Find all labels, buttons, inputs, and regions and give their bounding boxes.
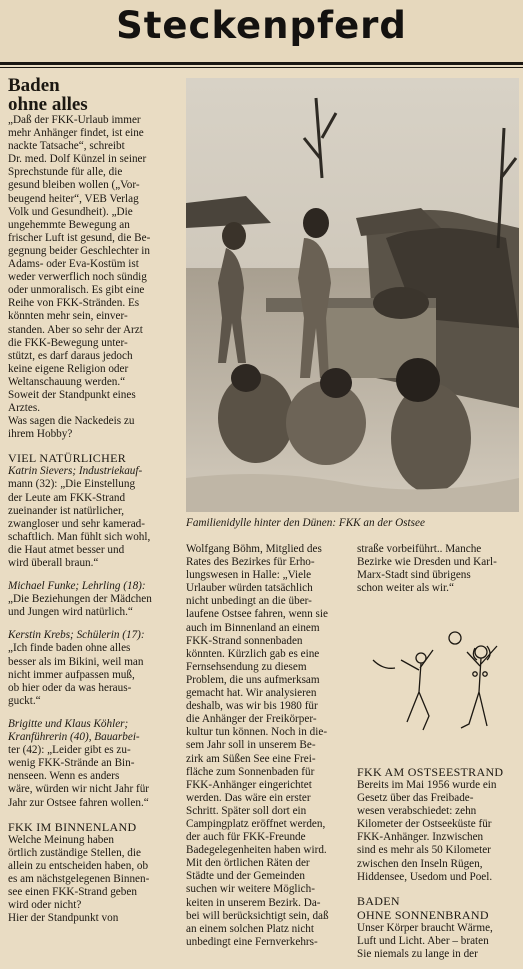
text-line: Rates des Bezirkes für Erho-: [186, 556, 315, 569]
text-line: FKK-Anhänger eingerichtet: [186, 778, 312, 791]
text-line: mann (32): „Die Einstellung: [8, 478, 136, 491]
sonnenbrand-paragraph: [357, 922, 519, 961]
text-line: Katrin Sievers; Industriekauf-: [8, 465, 143, 478]
text-line: Marx-Stadt sind übrigens: [357, 569, 471, 582]
photo-caption: Familienidylle hinter den Dünen: FKK an der Ostsee: [186, 517, 425, 529]
text-line: keine eigene Religion oder: [8, 362, 129, 375]
text-line: Unser Körper braucht Wärme,: [357, 921, 493, 934]
text-line: Dr. med. Dolf Künzel in seiner: [8, 153, 147, 166]
quote-funke: [8, 580, 178, 619]
text-line: gegnung beider Geschlechter in: [8, 244, 150, 257]
text-line: Mit den örtlichen Räten der: [186, 857, 310, 870]
text-line: Weltanschauung werden.“: [8, 375, 126, 388]
dancing-figures-drawing: [363, 630, 513, 740]
text-line: zueinander ist natürlicher,: [8, 504, 125, 517]
text-line: stützt, es darf daraus jedoch: [8, 349, 133, 362]
text-line: nenseen. Wenn es anders: [8, 770, 120, 783]
spacer: [8, 570, 178, 580]
ostsee-section: [357, 765, 519, 961]
text-line: Urlauber würden tatsächlich: [186, 582, 313, 595]
text-line: weder verwerflich noch sündig: [8, 271, 147, 284]
text-line: oder unmoralisch. Es gibt eine: [8, 284, 145, 297]
text-line: wird oder nicht?: [8, 899, 82, 912]
text-line: Welche Meinung haben: [8, 833, 114, 846]
text-line: bei will berücksichtigt sein, daß: [186, 909, 329, 922]
text-line: örtlich zuständige Stellen, die: [8, 846, 141, 859]
text-line: der auch für FKK-Freunde: [186, 831, 306, 844]
text-line: ihrem Hobby?: [8, 428, 73, 441]
boehm-statement: [186, 543, 350, 949]
text-line: zwangloser und sehr kamerad-: [8, 517, 145, 530]
text-line: Bezirke wie Dresden und Karl-: [357, 556, 497, 569]
text-line: schon weiter als wir.“: [357, 582, 454, 595]
beach-photo: [186, 78, 519, 512]
intro-paragraph: [8, 114, 178, 441]
text-line: wäre, würden wir nicht Jahr für: [8, 783, 150, 796]
text-line: es am nächstgelegenen Binnen-: [8, 872, 150, 885]
text-line: könnten. Kürzlich gab es eine: [186, 647, 320, 660]
text-line: an einem solchen Platz nicht: [186, 922, 314, 935]
text-line: nicht unbedingt an die über-: [186, 595, 312, 608]
text-line: „Die Beziehungen der Mädchen: [8, 593, 152, 606]
text-line: die Anhänger der Freikörper-: [186, 713, 317, 726]
spacer: [8, 441, 178, 451]
text-line: sem Jahr soll in unserem Be-: [186, 739, 316, 752]
text-line: Hier der Standpunkt von: [8, 912, 119, 925]
text-line: frischer Luft ist gesund, die Be-: [8, 231, 151, 244]
text-line: kultur tun können. Noch in die-: [186, 726, 328, 739]
subhead-fkk-im-binnenland: FKK IM BINNENLAND: [8, 819, 137, 834]
masthead: [0, 0, 523, 62]
text-line: „Daß der FKK-Urlaub immer: [8, 114, 141, 126]
text-line: ob hier oder da was heraus-: [8, 681, 132, 694]
subhead-ohne-sonnenbrand: OHNE SONNENBRAND: [357, 907, 489, 922]
text-line: Badegelegenheiten haben wird.: [186, 844, 327, 857]
text-line: standen. Aber so sehr der Arzt: [8, 323, 143, 336]
text-line: guckt.“: [8, 694, 41, 707]
quote-krebs: [8, 629, 178, 708]
right-column-top: [357, 543, 519, 595]
text-line: keiten in unserem Bezirk. Da-: [186, 896, 321, 909]
dancing-figures-illustration: [363, 630, 513, 740]
text-line: Jahr zur Ostsee fahren wollen.“: [8, 796, 149, 809]
subhead-baden: BADEN: [357, 893, 400, 908]
quote-sievers: [8, 465, 178, 570]
text-line: werden. Das wäre ein erster: [186, 791, 311, 804]
text-line: Soweit der Standpunkt eines: [8, 388, 136, 401]
text-line: ter (42): „Leider gibt es zu-: [8, 744, 131, 757]
text-line: laufene Ostsee fahren, wenn sie: [186, 608, 328, 621]
text-line: Luft und Licht. Aber – braten: [357, 934, 489, 947]
text-line: „Ich finde baden ohne alles: [8, 642, 131, 655]
text-line: Brigitte und Klaus Köhler;: [8, 717, 129, 730]
text-line: mehr Anhänger findet, ist eine: [8, 127, 144, 140]
text-line: Kilometer der Ostseeküste für: [357, 818, 492, 831]
text-line: Kerstin Krebs; Schülerin (17):: [8, 629, 145, 642]
text-line: Schritt. Später soll dort ein: [186, 804, 307, 817]
text-line: Arztes.: [8, 402, 40, 415]
text-line: suchen wir weitere Möglich-: [186, 883, 315, 896]
text-line: see einen FKK-Strand geben: [8, 885, 137, 898]
text-line: besser als im Bikini, weil man: [8, 655, 144, 668]
text-line: Was sagen die Nackedeis zu: [8, 415, 135, 428]
text-line: und Jungen wird natürlich.“: [8, 606, 133, 619]
text-line: Hiddensee, Usedom und Poel.: [357, 870, 493, 883]
text-line: deshalb, was wir bis 1980 für: [186, 700, 318, 713]
text-line: Campingplatz eröffnet werden,: [186, 817, 326, 830]
spacer: [8, 810, 178, 820]
text-line: wesen verabschiedet: zehn: [357, 805, 477, 818]
text-line: allein zu entscheiden haben, ob: [8, 859, 149, 872]
masthead-rule: [0, 62, 523, 65]
text-line: schaftlich. Man fühlt sich wohl,: [8, 530, 151, 543]
middle-column: [186, 543, 350, 949]
text-line: auch im Binnenland an einem: [186, 621, 320, 634]
text-line: Städte und der Gemeinden: [186, 870, 305, 883]
text-line: Adams- oder Eva-Kostüm ist: [8, 258, 139, 271]
text-line: sind es mehr als 50 Kilometer: [357, 844, 491, 857]
subhead-viel-natuerlicher: VIEL NATÜRLICHER: [8, 451, 127, 466]
spacer: [8, 619, 178, 629]
text-line: Sprechstunde für alle, die: [8, 166, 123, 179]
text-line: Bereits im Mai 1956 wurde ein: [357, 779, 497, 791]
text-line: Problem, die uns aufmerksam: [186, 673, 320, 686]
text-line: Michael Funke; Lehrling (18):: [8, 580, 146, 593]
spacer: [8, 708, 178, 718]
article-headline: [8, 76, 178, 114]
text-line: zirk am Süßen See eine Frei-: [186, 752, 316, 765]
text-line: ungehemmte Bewegung an: [8, 218, 130, 231]
quote-koehler: [8, 718, 178, 810]
beach-photo-image: [186, 78, 519, 512]
subhead-fkk-am-ostseestrand: FKK AM OSTSEESTRAND: [357, 765, 504, 779]
text-line: FKK-Anhänger. Inzwischen: [357, 831, 484, 844]
text-line: Fernsehsendung zu diesem: [186, 660, 307, 673]
text-line: der Leute am FKK-Strand: [8, 491, 126, 504]
text-line: Reihe von FKK-Stränden. Es: [8, 297, 140, 310]
headline-line-2: ohne alles: [8, 94, 88, 115]
text-line: könnten mehr sein, einver-: [8, 310, 128, 323]
text-line: nackte Tatsache“, schreibt: [8, 140, 125, 153]
text-line: gemacht hat. Wir analysieren: [186, 687, 317, 700]
text-line: lungswesen in Halle: „Viele: [186, 569, 312, 582]
text-line: zwischen den Inseln Rügen,: [357, 857, 483, 870]
masthead-title: Steckenpferd: [116, 4, 407, 47]
text-line: unbedingt eine Fernverkehrs-: [186, 935, 318, 948]
spacer: [357, 884, 519, 894]
text-line: gesund bleiben wollen („Vor-: [8, 179, 140, 192]
ostsee-paragraph: [357, 779, 519, 884]
subhead-baden-ohne-sonnenbrand: [357, 894, 519, 922]
text-line: wird überall braun.“: [8, 557, 99, 569]
text-line: Sie niemals zu lange in der: [357, 947, 478, 960]
boehm-statement-continued: [357, 543, 519, 595]
text-line: beugend heiter“, VEB Verlag: [8, 192, 139, 205]
text-line: fläche zum Sonnenbaden für: [186, 765, 315, 778]
text-line: Gesetz über das Freibade-: [357, 792, 474, 805]
text-line: Wolfgang Böhm, Mitglied des: [186, 543, 322, 555]
text-line: die FKK-Bewegung unter-: [8, 336, 128, 349]
text-line: FKK-Strand sonnenbaden: [186, 634, 303, 647]
text-line: wenig FKK-Strände an Bin-: [8, 757, 135, 770]
headline-line-1: Baden: [8, 75, 60, 96]
left-column: [8, 76, 178, 925]
text-line: Kranführerin (40), Bauarbei-: [8, 731, 140, 744]
text-line: straße vorbeiführt.. Manche: [357, 543, 482, 555]
binnenland-paragraph: [8, 834, 178, 926]
text-line: nicht immer aufpassen muß,: [8, 668, 135, 681]
text-line: die Haut atmet besser und: [8, 543, 125, 556]
masthead-rule-thin: [0, 67, 523, 68]
text-line: Volk und Gesundheit). „Die: [8, 205, 133, 218]
